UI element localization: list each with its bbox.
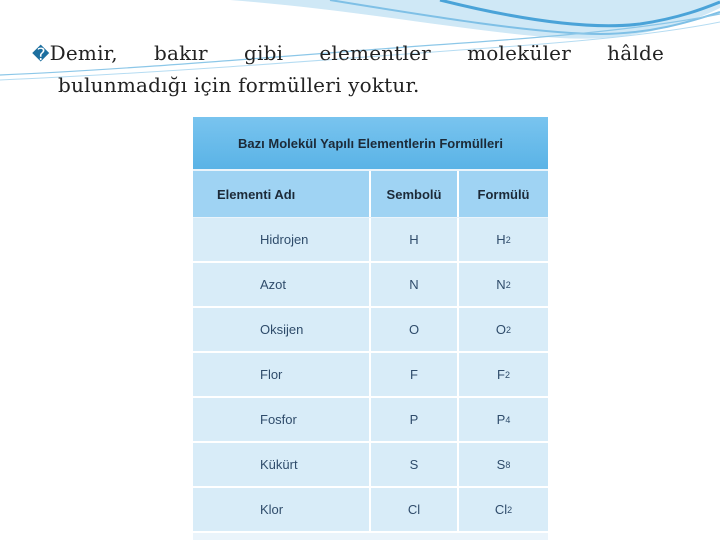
cell-name: Klor bbox=[193, 488, 371, 531]
header-symbol: Sembolü bbox=[371, 171, 459, 217]
cell-name: Fosfor bbox=[193, 398, 371, 441]
cell-name: Flor bbox=[193, 353, 371, 396]
cell-formula: N 2 bbox=[496, 277, 511, 292]
bullet-icon: � bbox=[32, 45, 50, 65]
table-body bbox=[193, 218, 548, 533]
cell-symbol: F bbox=[371, 353, 459, 396]
cell-symbol: H bbox=[371, 218, 459, 261]
table-header-row bbox=[193, 171, 548, 217]
cell-name: Oksijen bbox=[193, 308, 371, 351]
cell-symbol: P bbox=[371, 398, 459, 441]
cell-name: Azot bbox=[193, 263, 371, 306]
cell-name: Hidrojen bbox=[193, 218, 371, 261]
bullet-text-1: Demir, bakır gibi elementler moleküler hâlde bbox=[49, 41, 664, 65]
cell-symbol: S bbox=[371, 443, 459, 486]
table-row bbox=[193, 443, 548, 488]
cell-formula: Cl 2 bbox=[494, 502, 513, 517]
cell-formula: O 2 bbox=[495, 322, 512, 337]
cell-symbol: Cl bbox=[371, 488, 459, 531]
table-row bbox=[193, 218, 548, 263]
element-formula-table bbox=[193, 117, 548, 540]
cell-name: Kükürt bbox=[193, 443, 371, 486]
table-row bbox=[193, 308, 548, 353]
cell-formula: F 2 bbox=[497, 367, 510, 382]
cell-symbol: N bbox=[371, 263, 459, 306]
cell-symbol: O bbox=[371, 308, 459, 351]
header-element-name: Elementi Adı bbox=[193, 171, 371, 217]
table-title: Bazı Molekül Yapılı Elementlerin Formülleri bbox=[193, 117, 548, 169]
bullet-line-1 bbox=[32, 38, 664, 70]
cell-formula: P 4 bbox=[496, 412, 511, 427]
table-row bbox=[193, 353, 548, 398]
table-row bbox=[193, 488, 548, 533]
bullet-paragraph bbox=[32, 38, 664, 100]
table-row bbox=[193, 398, 548, 443]
cell-formula: S 8 bbox=[496, 457, 511, 472]
cell-formula: H 2 bbox=[496, 232, 511, 247]
table-row bbox=[193, 263, 548, 308]
bullet-line-2: bulunmadığı için formülleri yoktur. bbox=[58, 73, 420, 97]
header-formula: Formülü bbox=[477, 186, 530, 202]
